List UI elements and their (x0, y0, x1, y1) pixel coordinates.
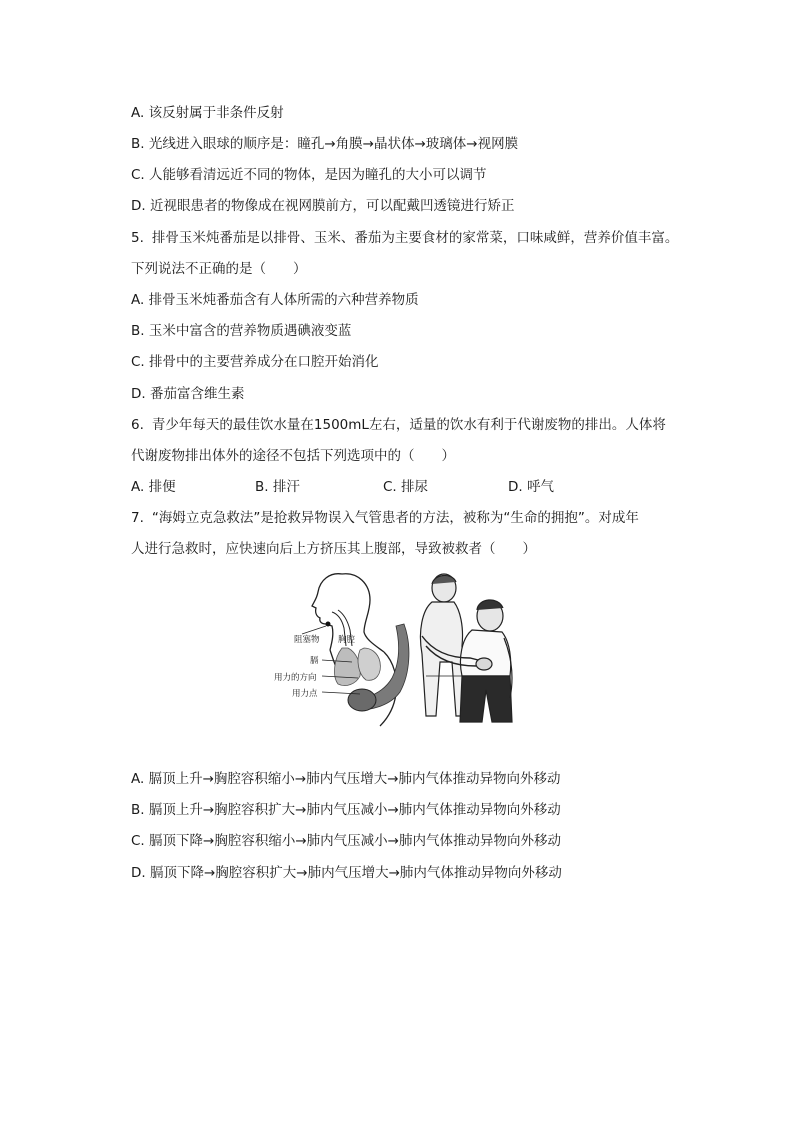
lung-shape (335, 648, 361, 686)
q6-stem-text: 青少年每天的最佳饮水量在1500mL左右，适量的饮水有利于代谢废物的排出。人体将 (151, 417, 666, 433)
label-force-direction: 用力的方向 (274, 673, 317, 683)
q5-option-a: A. 排骨玉米炖番茄含有人体所需的六种营养物质 (131, 292, 419, 308)
label-diaphragm: 膈 (310, 656, 319, 666)
label-obstruction: 阻塞物 (294, 635, 320, 645)
q5-option-b: B. 玉米中富含的营养物质遇碘液变蓝 (131, 323, 352, 339)
q6-option-d: D. 呼气 (508, 479, 554, 495)
lung-shape-right (358, 648, 380, 680)
q4-option-a: A. 该反射属于非条件反射 (131, 105, 284, 121)
q5-stem-line2: 下列说法不正确的是（ ） (131, 261, 307, 277)
q5-stem-text: 排骨玉米炖番茄是以排骨、玉米、番茄为主要食材的家常菜，口味咸鲜，营养价值丰富。 (151, 230, 679, 246)
q7-stem-text: “海姆立克急救法”是抢救异物误入气管患者的方法，被称为“生命的拥抱”。对成年 (151, 510, 639, 526)
q7-stem-line1 (131, 509, 639, 527)
obstruction-dot (326, 622, 331, 627)
q7-number: 7. (131, 510, 144, 526)
label-chest: 胸腔 (338, 635, 356, 645)
q7-stem-line2: 人进行急救时，应快速向后上方挤压其上腹部，导致被救者（ ） (131, 541, 536, 557)
rescue-scene (420, 574, 512, 722)
q5-option-c: C. 排骨中的主要营养成分在口腔开始消化 (131, 354, 379, 370)
q7-option-d: D. 膈顶下降→胸腔容积扩大→肺内气压增大→肺内气体推动异物向外移动 (131, 865, 562, 881)
q6-stem-line1 (131, 416, 666, 434)
q4-option-b: B. 光线进入眼球的顺序是：瞳孔→角膜→晶状体→玻璃体→视网膜 (131, 136, 519, 152)
q7-option-a: A. 膈顶上升→胸腔容积缩小→肺内气压增大→肺内气体推动异物向外移动 (131, 771, 561, 787)
q6-options-row (131, 478, 651, 496)
q5-number: 5. (131, 230, 144, 246)
q4-option-c: C. 人能够看清远近不同的物体，是因为瞳孔的大小可以调节 (131, 167, 487, 183)
q6-option-c: C. 排尿 (383, 479, 429, 495)
heimlich-figure (272, 566, 524, 732)
q6-option-a: A. 排便 (131, 479, 176, 495)
fist-shape (348, 689, 376, 711)
q6-option-b: B. 排汗 (255, 479, 300, 495)
q5-stem-line1 (131, 229, 678, 247)
heimlich-illustration (272, 566, 524, 732)
q6-number: 6. (131, 417, 144, 433)
label-force-point: 用力点 (292, 689, 318, 699)
q5-option-d: D. 番茄富含维生素 (131, 386, 245, 402)
q7-option-c: C. 膈顶下降→胸腔容积缩小→肺内气压减小→肺内气体推动异物向外移动 (131, 833, 561, 849)
q7-option-b: B. 膈顶上升→胸腔容积扩大→肺内气压减小→肺内气体推动异物向外移动 (131, 802, 561, 818)
q6-stem-line2: 代谢废物排出体外的途径不包括下列选项中的（ ） (131, 448, 455, 464)
q4-option-d: D. 近视眼患者的物像成在视网膜前方，可以配戴凹透镜进行矫正 (131, 198, 515, 214)
